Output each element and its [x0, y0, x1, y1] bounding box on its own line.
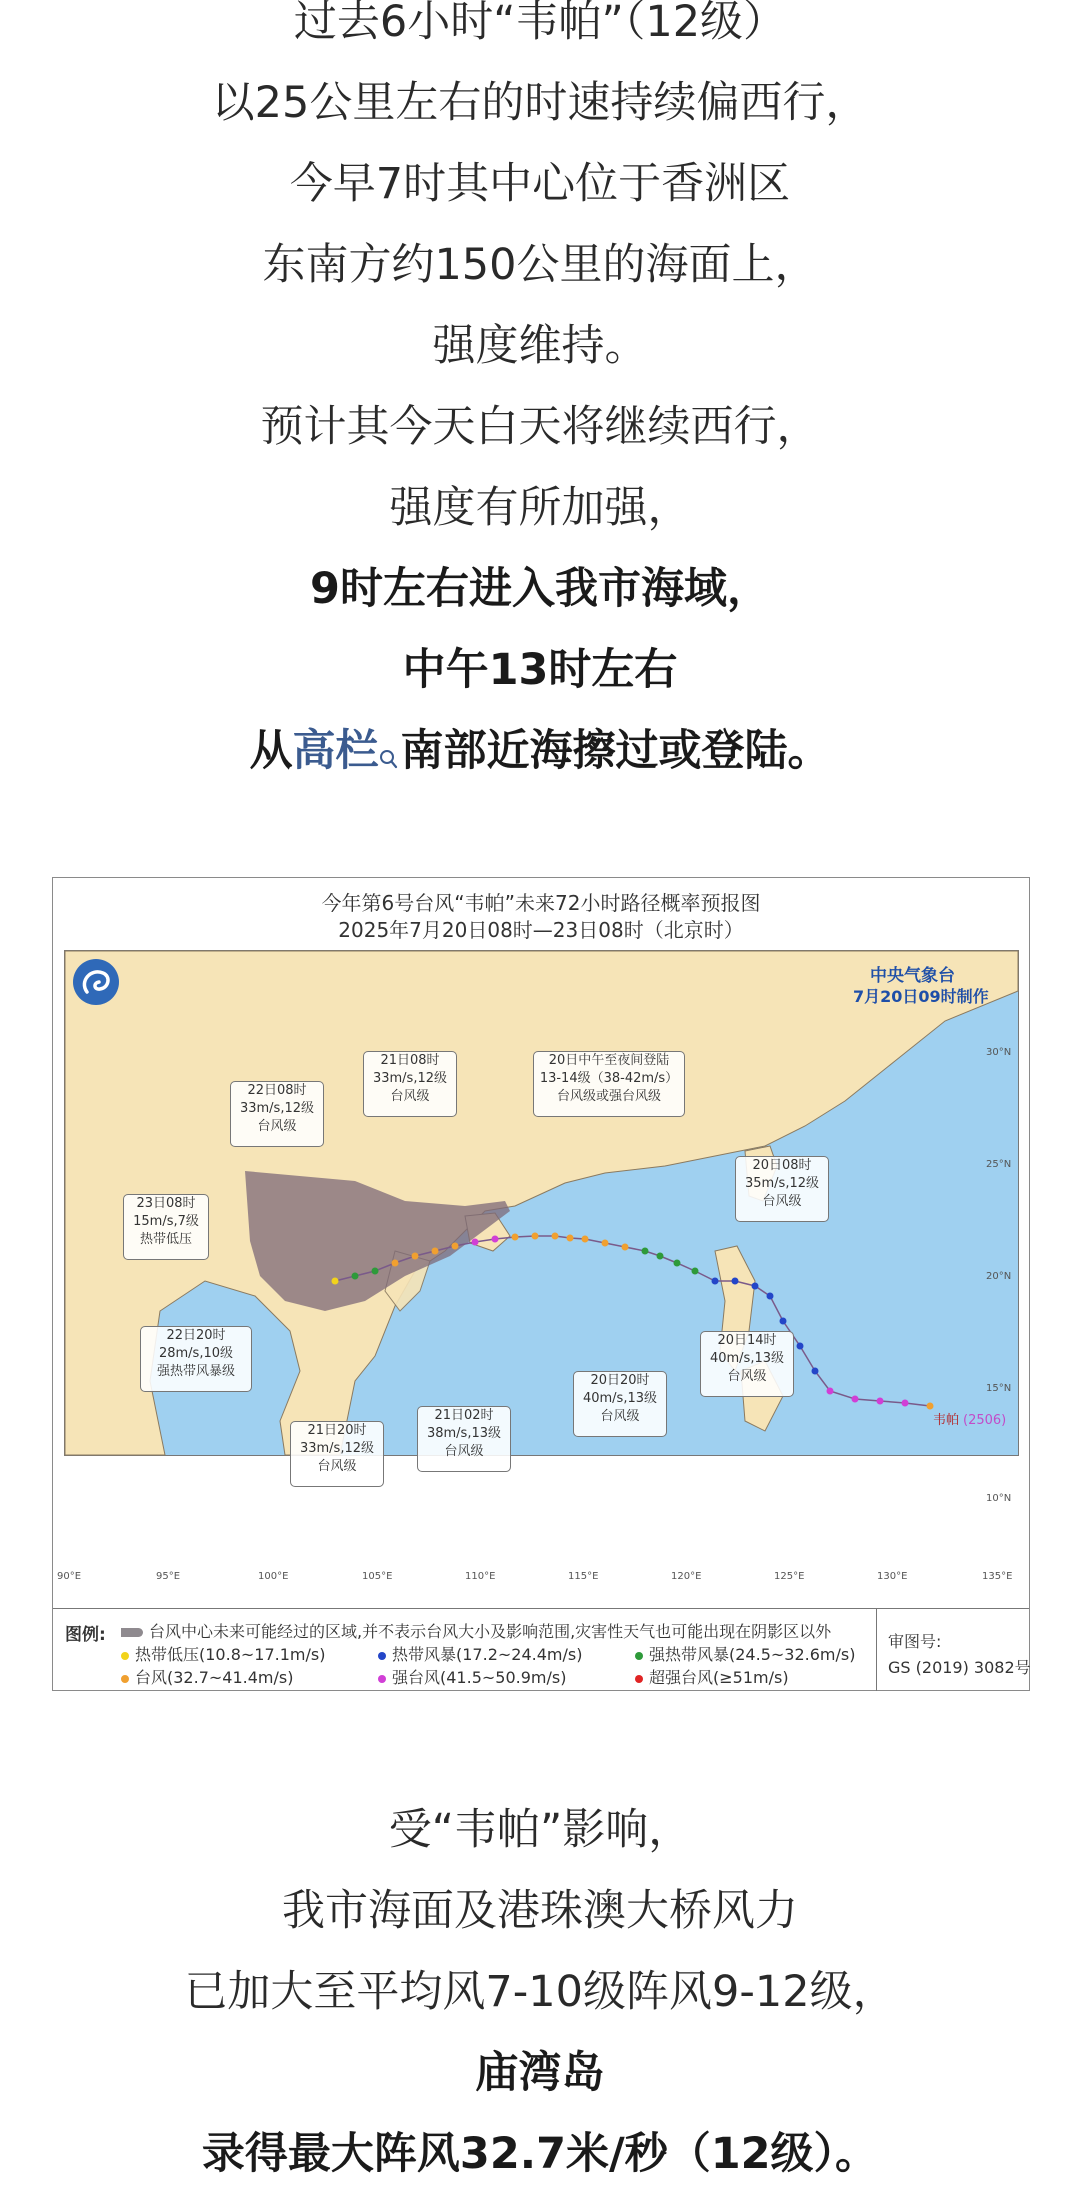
- legend-item-label: 热带风暴(17.2~24.4m/s): [392, 1645, 583, 1664]
- map-subtitle: 2025年7月20日08时—23日08时（北京时）: [338, 918, 744, 942]
- legend-cone-note: [121, 1619, 831, 1642]
- track-point: [692, 1268, 699, 1275]
- legend-color-dot-icon: [635, 1675, 643, 1683]
- lat-tick: 30°N: [986, 1047, 1012, 1058]
- track-point: [602, 1240, 609, 1247]
- track-point: [767, 1293, 774, 1300]
- paragraph-line-bold: 录得最大阵风32.7米/秒（12级）。: [201, 2129, 879, 2179]
- track-point: [532, 1233, 539, 1240]
- storm-name-label: [933, 1409, 1006, 1428]
- paragraph-line: 东南方约150公里的海面上，: [262, 240, 818, 290]
- forecast-box: [700, 1331, 794, 1397]
- forecast-box: [735, 1156, 829, 1222]
- issued-time: 7月20日09时制作: [853, 987, 989, 1006]
- forecast-box: [417, 1406, 511, 1472]
- track-point: [352, 1273, 359, 1280]
- forecast-box-line: 13-14级（38-42m/s）: [539, 1071, 679, 1086]
- track-point: [732, 1278, 739, 1285]
- legend-item: [635, 1665, 789, 1688]
- forecast-box-line: 38m/s,13级: [426, 1426, 502, 1441]
- lon-tick: 100°E: [258, 1571, 289, 1582]
- legend-item-label: 超强台风(≥51m/s): [649, 1668, 789, 1687]
- forecast-box-line: 33m/s,12级: [372, 1071, 448, 1086]
- forecast-box-line: 热带低压: [139, 1232, 192, 1247]
- track-point: [902, 1400, 909, 1407]
- track-point: [780, 1318, 787, 1325]
- paragraph-line: 强度维持。: [432, 321, 648, 371]
- track-point: [432, 1248, 439, 1255]
- forecast-box-line: 台风级: [317, 1459, 357, 1474]
- track-point: [582, 1236, 589, 1243]
- forecast-box-line: 强热带风暴级: [156, 1364, 235, 1379]
- track-point: [642, 1248, 649, 1255]
- paragraph-line: 过去6小时“韦帕”（12级）: [293, 0, 787, 47]
- forecast-box-line: 33m/s,12级: [299, 1441, 375, 1456]
- track-point: [472, 1239, 479, 1246]
- track-point: [657, 1253, 664, 1260]
- legend-color-dot-icon: [121, 1652, 129, 1660]
- track-point: [622, 1244, 629, 1251]
- paragraph-line: 强度有所加强，: [389, 483, 691, 533]
- forecast-box-line: 22日20时: [166, 1328, 226, 1343]
- lon-tick: 95°E: [156, 1571, 181, 1582]
- forecast-box-line: 20日20时: [590, 1373, 650, 1388]
- track-point: [332, 1278, 339, 1285]
- lat-tick: 20°N: [986, 1271, 1012, 1282]
- approval-label: 审图号:: [888, 1632, 942, 1651]
- track-point: [492, 1236, 499, 1243]
- track-point: [567, 1235, 574, 1242]
- paragraph-line: 我市海面及港珠澳大桥风力: [282, 1886, 798, 1936]
- track-point: [452, 1243, 459, 1250]
- track-point: [877, 1398, 884, 1405]
- legend-color-dot-icon: [378, 1652, 386, 1660]
- typhoon-forecast-map[interactable]: [52, 877, 1030, 1691]
- paragraph-line: 受“韦帕”影响，: [388, 1805, 692, 1855]
- forecast-box-line: 台风级: [600, 1409, 640, 1424]
- forecast-box-line: 台风级: [727, 1369, 767, 1384]
- paragraph-line: 以25公里左右的时速持续偏西行，: [211, 78, 869, 128]
- agency-name: 中央气象台: [870, 966, 955, 986]
- lon-tick: 110°E: [465, 1571, 496, 1582]
- forecast-box-line: 20日08时: [752, 1158, 812, 1173]
- search-icon[interactable]: [379, 717, 399, 798]
- lat-tick: 15°N: [986, 1383, 1012, 1394]
- track-point: [712, 1278, 719, 1285]
- forecast-box-line: 21日20时: [307, 1423, 367, 1438]
- forecast-box-line: 15m/s,7级: [133, 1214, 199, 1229]
- map-canvas: [64, 950, 1019, 1474]
- lat-tick: 25°N: [986, 1159, 1012, 1170]
- track-point: [827, 1388, 834, 1395]
- forecast-box-line: 33m/s,12级: [239, 1101, 315, 1116]
- forecast-box-line: 台风级: [390, 1089, 430, 1104]
- forecast-box: [230, 1081, 324, 1147]
- legend-cone-text: 台风中心未来可能经过的区域,并不表示台风大小及影响范围,灾害性天气也可能出现在阴影区以外: [149, 1622, 832, 1641]
- cone-swatch-icon: [121, 1628, 143, 1637]
- legend-item: [378, 1665, 566, 1688]
- legend-item: [635, 1642, 855, 1665]
- forecast-box-line: 21日08时: [380, 1053, 440, 1068]
- paragraph-line-bold: 庙湾岛: [475, 2048, 605, 2098]
- paragraph-line: 预计其今天白天将继续西行，: [260, 402, 820, 452]
- forecast-box-line: 22日08时: [247, 1083, 307, 1098]
- forecast-box-line: 台风级或强台风级: [556, 1089, 661, 1104]
- lon-tick: 90°E: [57, 1571, 82, 1582]
- gaolan-search-link[interactable]: 高栏: [292, 726, 379, 776]
- forecast-box-line: 台风级: [762, 1194, 802, 1209]
- paragraph-line: 已加大至平均风7-10级阵风9-12级，: [184, 1967, 896, 2017]
- article-bottom-text: [0, 1790, 1080, 2195]
- track-point: [812, 1368, 819, 1375]
- forecast-box-line: 28m/s,10级: [158, 1346, 234, 1361]
- legend-color-dot-icon: [378, 1675, 386, 1683]
- article-top-text: [0, 0, 1080, 798]
- lon-tick: 125°E: [774, 1571, 805, 1582]
- forecast-box-line: 21日02时: [434, 1408, 494, 1423]
- landfall-prefix: 从: [249, 726, 293, 776]
- map-legend: [53, 1608, 1029, 1691]
- lon-tick: 115°E: [568, 1571, 599, 1582]
- landfall-line: [0, 711, 1080, 798]
- legend-item: [378, 1642, 582, 1665]
- legend-color-dot-icon: [635, 1652, 643, 1660]
- forecast-box-line: 40m/s,13级: [709, 1351, 785, 1366]
- paragraph-line-bold: 9时左右进入我市海域，: [310, 564, 770, 614]
- lon-tick: 135°E: [982, 1571, 1013, 1582]
- forecast-box: [123, 1194, 209, 1260]
- landfall-suffix: 南部近海擦过或登陆。: [400, 726, 831, 776]
- storm-label: 韦帕: [933, 1413, 960, 1428]
- paragraph-line: 今早7时其中心位于香洲区: [289, 159, 791, 209]
- legend-item-label: 热带低压(10.8~17.1m/s): [135, 1645, 326, 1664]
- lon-tick: 120°E: [671, 1571, 702, 1582]
- track-point: [512, 1234, 519, 1241]
- forecast-box-line: 23日08时: [136, 1196, 196, 1211]
- track-point: [674, 1260, 681, 1267]
- legend-item-label: 强台风(41.5~50.9m/s): [392, 1668, 567, 1687]
- storm-code: (2506): [963, 1413, 1007, 1428]
- lon-tick: 130°E: [877, 1571, 908, 1582]
- track-point: [372, 1268, 379, 1275]
- forecast-box-line: 35m/s,12级: [744, 1176, 820, 1191]
- legend-item: [121, 1642, 325, 1665]
- forecast-box-line: 台风级: [257, 1119, 297, 1134]
- forecast-box: [140, 1326, 252, 1392]
- legend-divider: [876, 1609, 877, 1691]
- track-point: [852, 1396, 859, 1403]
- track-point: [392, 1260, 399, 1267]
- forecast-box: [533, 1051, 685, 1117]
- forecast-box-line: 20日14时: [717, 1333, 777, 1348]
- approval-code: GS (2019) 3082号: [888, 1658, 1031, 1677]
- map-title: 今年第6号台风“韦帕”未来72小时路径概率预报图: [321, 891, 761, 915]
- legend-title: 图例:: [65, 1625, 106, 1645]
- cma-logo: [73, 959, 119, 1005]
- forecast-box-line: 40m/s,13级: [582, 1391, 658, 1406]
- legend-item-label: 台风(32.7~41.4m/s): [135, 1668, 294, 1687]
- track-point: [552, 1233, 559, 1240]
- track-point: [412, 1253, 419, 1260]
- legend-item-label: 强热带风暴(24.5~32.6m/s): [649, 1645, 856, 1664]
- forecast-box: [363, 1051, 457, 1117]
- track-point: [752, 1283, 759, 1290]
- forecast-box-line: 20日中午至夜间登陆: [548, 1053, 670, 1068]
- legend-color-dot-icon: [121, 1675, 129, 1683]
- forecast-box: [573, 1371, 667, 1437]
- forecast-box: [290, 1421, 384, 1487]
- forecast-box-line: 台风级: [444, 1444, 484, 1459]
- track-point: [797, 1343, 804, 1350]
- paragraph-line-bold: 中午13时左右: [402, 645, 678, 695]
- lat-tick: 10°N: [986, 1493, 1012, 1504]
- legend-item: [121, 1665, 293, 1688]
- lon-tick: 105°E: [362, 1571, 393, 1582]
